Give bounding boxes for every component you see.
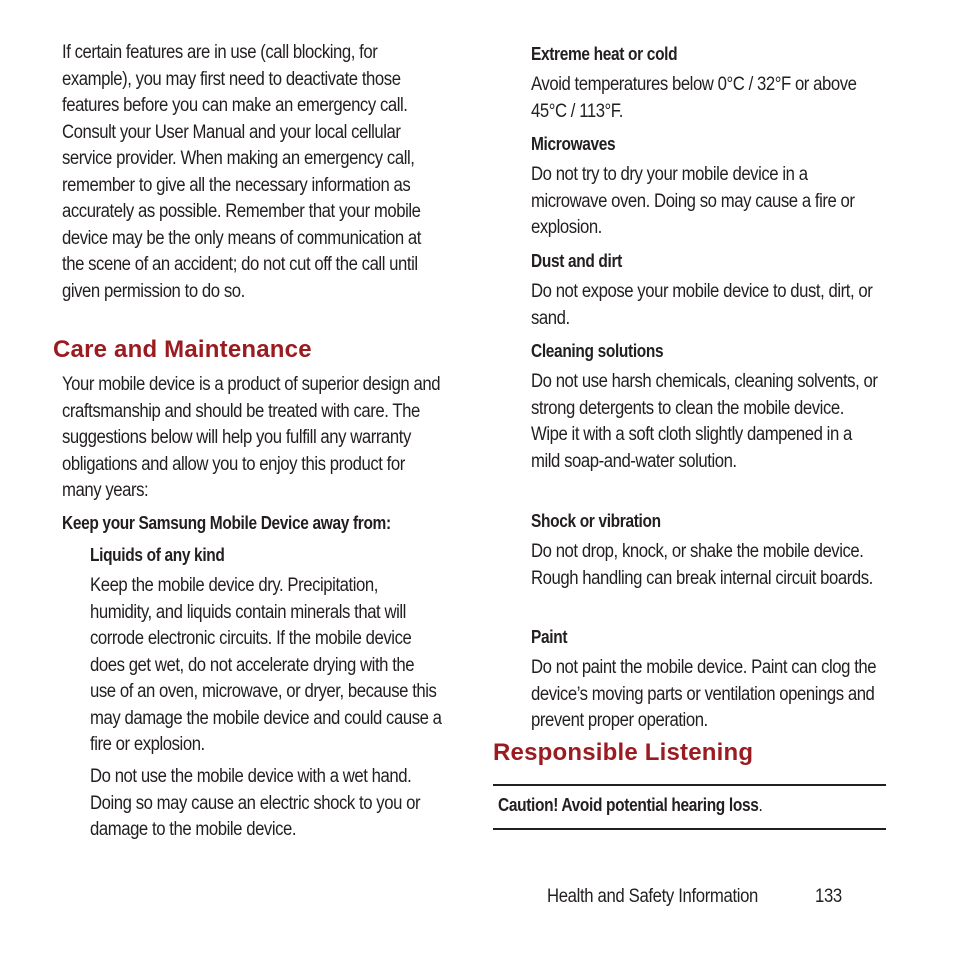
- microwaves-subheading: Microwaves: [531, 134, 616, 154]
- heat-subheading: Extreme heat or cold: [531, 44, 678, 64]
- liquids-subheading: Liquids of any kind: [90, 545, 225, 565]
- paint-subheading: Paint: [531, 627, 568, 647]
- cleaning-subheading: Cleaning solutions: [531, 341, 664, 361]
- footer-section-title: Health and Safety Information: [547, 886, 759, 907]
- shock-paragraph: Do not drop, knock, or shake the mobile device. Rough handling can break internal circuit boards.: [531, 541, 873, 589]
- liquids-paragraph-1: Keep the mobile device dry. Precipitation, humidity, and liquids contain minerals that will corrode electronic circuits. If the mobile device does get wet, do not accelerate drying with the use of an oven, microwave, or dryer, because this may damage the mobile device and could cause a fire or explosion.: [90, 575, 442, 755]
- responsible-listening-heading: Responsible Listening: [493, 739, 754, 766]
- care-paragraph: Your mobile device is a product of superior design and craftsmanship and should be treated with care. The suggestions below will help you fulfill any warranty obligations and allow you to enjoy this product for many years:: [62, 374, 441, 501]
- dust-paragraph: Do not expose your mobile device to dust, dirt, or sand.: [531, 281, 873, 329]
- heat-paragraph: Avoid temperatures below 0°C / 32°F or above 45°C / 113°F.: [531, 74, 857, 122]
- intro-paragraph: If certain features are in use (call blocking, for example), you may first need to deactivate those features before you can make an emergency call. Consult your User Manual and your local cellular service provider. When making an emergency call, remember to give all the necessary information as accurately as possible. Remember that your mobile device may be the only means of communication at the scene of an accident; do not cut off the call until given permission to do so.: [62, 42, 421, 302]
- caution-bold-text: Caution! Avoid potential hearing loss: [498, 795, 759, 815]
- microwaves-paragraph: Do not try to dry your mobile device in a microwave oven. Doing so may cause a fire or explosion.: [531, 164, 855, 238]
- shock-subheading: Shock or vibration: [531, 511, 661, 531]
- cleaning-paragraph: Do not use harsh chemicals, cleaning solvents, or strong detergents to clean the mobile device. Wipe it with a soft cloth slightly dampened in a mild soap-and-water solution.: [531, 371, 878, 472]
- caution-period: .: [758, 795, 763, 815]
- dust-subheading: Dust and dirt: [531, 251, 622, 271]
- liquids-paragraph-2: Do not use the mobile device with a wet hand. Doing so may cause an electric shock to you or damage to the mobile device.: [90, 766, 421, 840]
- page-number: 133: [815, 886, 842, 907]
- caution-box: [493, 784, 886, 830]
- care-and-maintenance-heading: Care and Maintenance: [53, 336, 312, 363]
- keep-away-subheading: Keep your Samsung Mobile Device away from:: [62, 513, 391, 533]
- paint-paragraph: Do not paint the mobile device. Paint can clog the device’s moving parts or ventilation openings and prevent proper operation.: [531, 657, 877, 731]
- caution-text: [498, 795, 762, 816]
